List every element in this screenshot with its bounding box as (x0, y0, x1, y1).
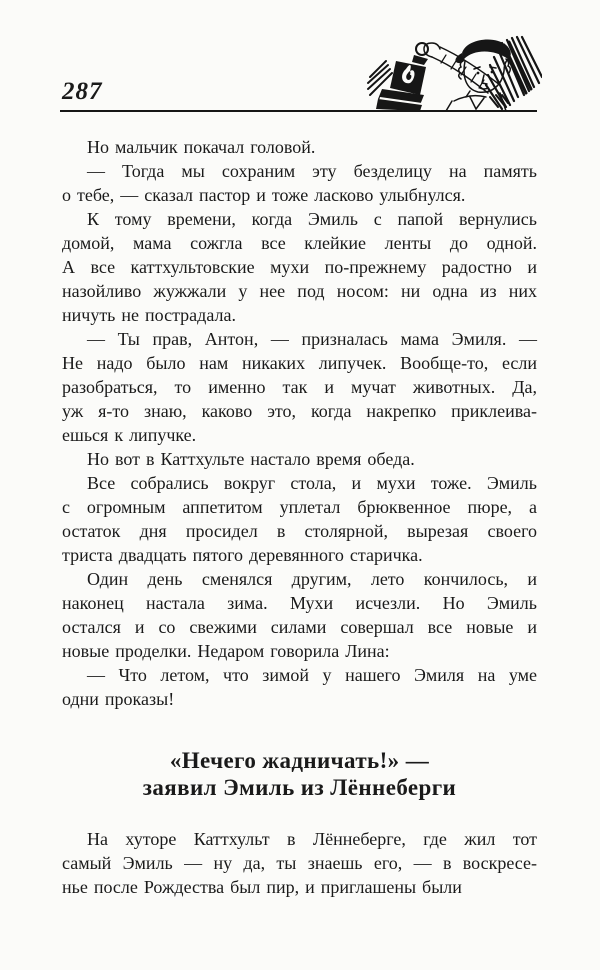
emil-lantern-illustration (366, 31, 542, 111)
text-line: наконец настала зима. Мухи исчезли. Но Эмиль (62, 593, 537, 613)
text-line: — Что летом, что зимой у нашего Эмиля на уме (87, 665, 537, 685)
text-line: А все каттхультовские мухи по-прежнему радостно и (62, 257, 537, 277)
text-line: триста двадцать пятого деревянного старичка. (62, 545, 423, 565)
page-header (62, 0, 537, 112)
text-line: На хуторе Каттхульт в Лённеберге, где жил тот (87, 829, 537, 849)
text-line: разобраться, то именно так и мучат животных. Да, (62, 377, 537, 397)
paragraph (62, 327, 537, 447)
text-line: Не надо было нам никаких липучек. Вообще-то, если (62, 353, 537, 373)
text-line: новые проделки. Недаром говорила Лина: (62, 641, 390, 661)
paragraph (62, 159, 537, 207)
cap (462, 39, 511, 59)
text-line: Но мальчик покачал головой. (87, 137, 316, 157)
lantern-ring (416, 43, 428, 55)
text-line: остаток дня просидел в столярной, вырезая своего (62, 521, 537, 541)
text-column (62, 135, 537, 899)
text-line: — Тогда мы сохраним эту безделицу на память (87, 161, 537, 181)
paragraph (62, 135, 537, 159)
text-line: о тебе, — сказал пастор и тоже ласково улыбнулся. (62, 185, 466, 205)
page-number: 287 (62, 78, 103, 105)
text-column-wrap (62, 0, 537, 899)
text-line: К тому времени, когда Эмиль с папой вернулись (87, 209, 537, 229)
text-line: ешься к липучке. (62, 425, 197, 445)
text-line: назойливо жужжали у нее под носом: ни одна из них (62, 281, 537, 301)
text-line: одни проказы! (62, 689, 175, 709)
text-line: домой, мама сожгла все клейкие ленты до одной. (62, 233, 537, 253)
text-line: самый Эмиль — ну да, ты знаешь его, — в воскресе- (62, 853, 537, 873)
text-line: Все собрались вокруг стола, и мухи тоже. Эмиль (87, 473, 537, 493)
text-line: уж я-то знаю, каково это, когда накрепко приклеива- (62, 401, 537, 421)
paragraph (62, 567, 537, 663)
text-line: остался и со свежими силами совершал все новые и (62, 617, 537, 637)
text-line: — Ты прав, Антон, — призналась мама Эмиля. — (87, 329, 537, 349)
paragraph (62, 471, 537, 567)
paragraph (62, 447, 537, 471)
text-line: нье после Рождества был пир, и приглашены были (62, 877, 462, 897)
paragraph (62, 663, 537, 711)
text-line: с огромным аппетитом уплетал брюквенное пюре, а (62, 497, 537, 517)
paragraph (62, 827, 537, 899)
text-line: ничуть не пострадала. (62, 305, 236, 325)
paragraph (62, 207, 537, 327)
text-line: Один день сменялся другим, лето кончилось, и (87, 569, 537, 589)
heading-line: заявил Эмиль из Лённеберги (142, 775, 457, 800)
heading-line: «Нечего жадничать!» — (169, 748, 430, 773)
chapter-heading (62, 747, 537, 801)
text-line: Но вот в Каттхульте настало время обеда. (87, 449, 415, 469)
